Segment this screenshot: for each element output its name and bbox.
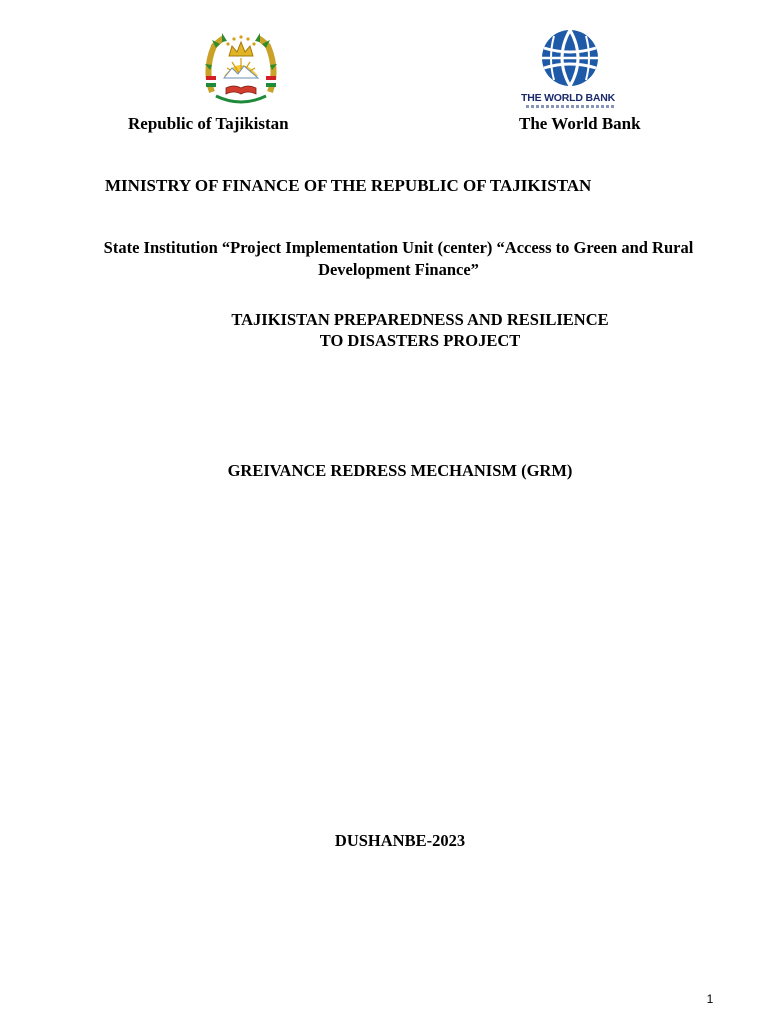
institution-heading: State Institution “Project Implementation Unit (center) “Access to Green and Rural Development Finance” [103,238,694,279]
project-title [185,309,655,351]
document-title: GREIVANCE REDRESS MECHANISM (GRM) [227,461,573,480]
world-bank-label: The World Bank [519,114,641,133]
globe-icon [540,28,600,88]
world-bank-wordmark: THE WORLD BANK [520,92,616,104]
republic-of-tajikistan-label: Republic of Tajikistan [128,114,289,133]
ministry-heading: MINISTRY OF FINANCE OF THE REPUBLIC OF TAJIKISTAN [105,176,592,195]
project-title-line-1: TAJIKISTAN PREPAREDNESS AND RESILIENCE [231,310,609,329]
tajikistan-emblem-logo [202,30,280,106]
world-bank-tagline [526,105,614,108]
page-number: 1 [706,992,714,1006]
place-date: DUSHANBE-2023 [334,831,466,850]
project-title-line-2: TO DISASTERS PROJECT [319,331,521,350]
world-bank-logo [518,28,622,110]
